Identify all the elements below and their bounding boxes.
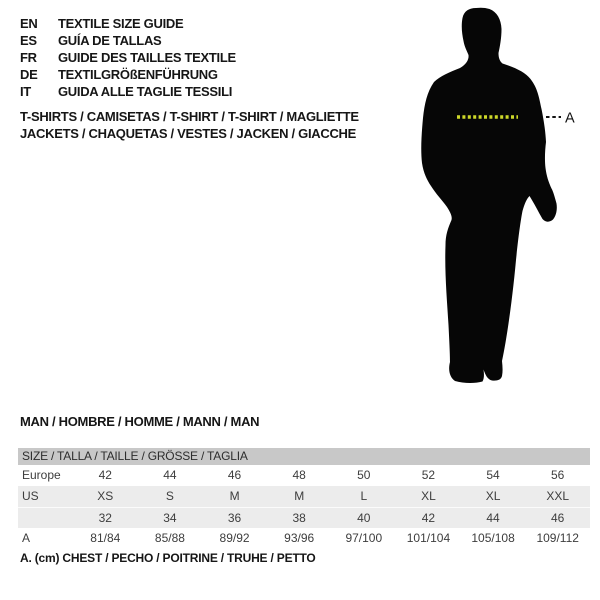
- table-cell: 101/104: [406, 531, 451, 545]
- table-cell: XL: [421, 489, 436, 503]
- table-cell: 56: [551, 468, 565, 482]
- table-cell: S: [165, 489, 174, 503]
- table-cell: XS: [97, 489, 114, 503]
- language-code: EN: [20, 16, 38, 31]
- table-cell: XXL: [546, 489, 570, 503]
- language-row: [20, 49, 236, 66]
- language-label: GUIDE DES TAILLES TEXTILE: [58, 50, 236, 65]
- language-row: [20, 32, 236, 49]
- table-cell: 81/84: [90, 531, 121, 545]
- table-cell: 54: [486, 468, 500, 482]
- man-figure: [390, 0, 600, 400]
- table-row-europe: [18, 465, 590, 486]
- language-code: IT: [20, 84, 31, 99]
- row-label: Europe: [22, 468, 61, 482]
- size-table: [18, 448, 590, 549]
- category-line-tshirts: T-SHIRTS / CAMISETAS / T-SHIRT / T-SHIRT / MAGLIETTE: [20, 109, 359, 124]
- table-cell: 52: [421, 468, 436, 482]
- language-label: TEXTILE SIZE GUIDE: [58, 16, 184, 31]
- language-list: [20, 15, 236, 100]
- table-cell: 46: [551, 510, 565, 525]
- measure-label-a: A: [565, 110, 575, 127]
- measure-footnote: A. (cm) CHEST / PECHO / POITRINE / TRUHE / PETTO: [20, 551, 316, 565]
- table-cell: 85/88: [154, 531, 185, 545]
- language-row: [20, 66, 236, 83]
- language-label: GUÍA DE TALLAS: [58, 33, 162, 48]
- table-row-numeric: [18, 507, 590, 528]
- table-cell: 93/96: [284, 531, 315, 545]
- table-cell: 109/112: [536, 531, 579, 545]
- table-cell: L: [360, 489, 368, 503]
- language-label: TEXTILGRÖßENFÜHRUNG: [58, 67, 218, 82]
- category-heading: [20, 109, 359, 142]
- row-label: A: [22, 531, 31, 545]
- table-cell: 50: [357, 468, 371, 482]
- language-label: GUIDA ALLE TAGLIE TESSILI: [58, 84, 233, 99]
- table-cell: 42: [421, 510, 436, 525]
- table-cell: 48: [292, 468, 306, 482]
- table-cell: 89/92: [219, 531, 250, 545]
- table-cell: 36: [227, 510, 242, 525]
- man-silhouette: [421, 8, 557, 383]
- table-cell: 44: [163, 468, 177, 482]
- table-cell: 42: [98, 468, 112, 482]
- table-cell: M: [294, 489, 305, 503]
- table-cell: M: [229, 489, 240, 503]
- table-row-chest-a: [18, 528, 590, 549]
- table-cell: 34: [163, 510, 177, 525]
- table-header: SIZE / TALLA / TAILLE / GRÖSSE / TAGLIA: [18, 448, 590, 465]
- table-cell: XL: [485, 489, 501, 503]
- language-row: [20, 15, 236, 32]
- language-row: [20, 83, 236, 100]
- table-cell: 97/100: [345, 531, 383, 545]
- language-code: DE: [20, 67, 38, 82]
- table-cell: 40: [357, 510, 371, 525]
- section-heading: MAN / HOMBRE / HOMME / MANN / MAN: [20, 414, 260, 429]
- table-row-us: [18, 486, 590, 507]
- table-cell: 38: [292, 510, 306, 525]
- table-cell: 44: [486, 510, 500, 525]
- row-label: US: [22, 489, 39, 503]
- category-line-jackets: JACKETS / CHAQUETAS / VESTES / JACKEN / GIACCHE: [20, 125, 356, 141]
- table-cell: 46: [227, 468, 242, 482]
- language-code: ES: [20, 33, 37, 48]
- table-cell: 32: [98, 510, 112, 525]
- language-code: FR: [20, 50, 37, 65]
- table-cell: 105/108: [471, 531, 515, 545]
